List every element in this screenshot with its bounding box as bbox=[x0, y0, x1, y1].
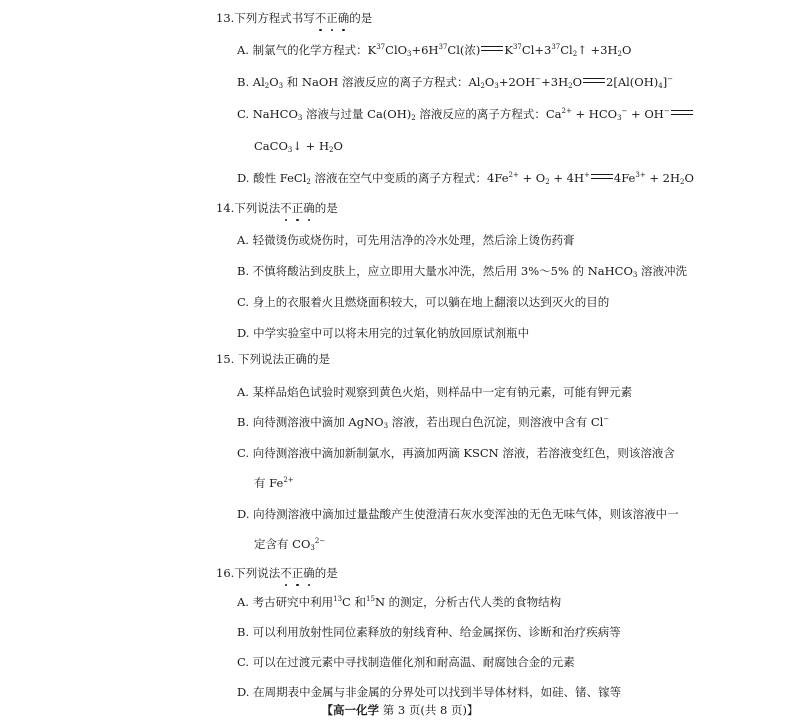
equal-arrow bbox=[583, 78, 605, 83]
emphasis-char: 正 bbox=[291, 566, 304, 580]
question-15-option-b: B. 向待测溶液中滴加 AgNO$_3$ 溶液，若出现白色沉淀，则溶液中含有 Cl− bbox=[237, 415, 610, 430]
equal-arrow bbox=[671, 110, 693, 115]
question-16-option-a: A. 考古研究中利用$^{13}$C 和$^{15}$N 的测定，分析古代人类的食物结构 bbox=[237, 595, 562, 609]
question-13-option-d: D. 酸性 FeCl$_2$ 溶液在空气中变质的离子方程式：$4Fe^{2+} + O_2 + 4H^+$ $4Fe^{3+} + 2H_2O$ bbox=[237, 171, 694, 186]
footer-subject: 【高一化学 bbox=[321, 703, 380, 717]
question-15-stem: 15. 下列说法正确的是 bbox=[216, 352, 330, 366]
emphasis-char: 不 bbox=[280, 201, 292, 215]
emphasis-char: 确 bbox=[303, 201, 315, 215]
question-13-option-c-cont: CaCO$_3$↓ + $H_2O$ bbox=[254, 139, 343, 154]
question-15-option-d: D. 向待测溶液中滴加过量盐酸产生使澄清石灰水变浑浊的无色无味气体，则该溶液中一 bbox=[237, 507, 679, 521]
question-14-option-c: C. 身上的衣服着火且燃烧面积较大，可以躺在地上翻滚以达到灭火的目的 bbox=[237, 295, 610, 309]
emphasis-char: 确 bbox=[337, 11, 350, 25]
emphasis-char: 不 bbox=[314, 11, 327, 25]
emphasis-char: 正 bbox=[291, 201, 304, 215]
question-14-option-b: B. 不慎将酸沾到皮肤上，应立即用大量水冲洗，然后用 3%～5% 的 NaHCO$_3$ 溶液冲洗 bbox=[237, 264, 688, 279]
emphasis-char: 正 bbox=[326, 11, 338, 25]
question-15-option-a: A. 某样品焰色试验时观察到黄色火焰，则样品中一定有钠元素，可能有钾元素 bbox=[237, 385, 633, 399]
emphasis-char: 不 bbox=[280, 566, 292, 580]
question-13-option-b: B. $Al_2O_3$ 和 NaOH 溶液反应的离子方程式：$Al_2O_3+2OH^-+3H_2O$ $2[Al(OH)_4]^-$ bbox=[237, 75, 674, 90]
question-13-option-c: C. NaHCO$_3$ 溶液与过量 $Ca(OH)_2$ 溶液反应的离子方程式：$Ca^{2+} + HCO_3^- + OH^-$ bbox=[237, 106, 694, 122]
question-16-stem: 16.下列说法不正确的是 bbox=[216, 566, 338, 580]
question-13-option-a: A. 制氯气的化学方程式：$K^{37}ClO_3+6H^{37}Cl$(浓) $K^{37}Cl+3^{37}Cl_2↑ +3H_2O$ bbox=[237, 43, 632, 58]
question-15-option-c: C. 向待测溶液中滴加新制氯水，再滴加两滴 KSCN 溶液，若溶液变红色，则该溶液含 bbox=[237, 446, 675, 460]
equal-arrow bbox=[481, 46, 503, 51]
question-14-stem: 14.下列说法不正确的是 bbox=[216, 201, 338, 215]
question-13-stem: 13.下列方程式书写不正确的是 bbox=[216, 11, 373, 25]
question-16-option-c: C. 可以在过渡元素中寻找制造催化剂和耐高温、耐腐蚀合金的元素 bbox=[237, 655, 575, 669]
page-footer bbox=[0, 702, 800, 718]
question-15-option-d-cont: 定含有 $CO_3^{2-}$ bbox=[254, 537, 326, 552]
question-16-option-d: D. 在周期表中金属与非金属的分界处可以找到半导体材料，如硅、锗、镓等 bbox=[237, 685, 622, 699]
question-14-option-d: D. 中学实验室中可以将未用完的过氧化钠放回原试剂瓶中 bbox=[237, 326, 530, 340]
equal-arrow bbox=[591, 174, 613, 179]
emphasis-char: 确 bbox=[303, 566, 315, 580]
question-16-option-b: B. 可以利用放射性同位素释放的射线育种、给金属探伤、诊断和治疗疾病等 bbox=[237, 625, 621, 639]
question-14-option-a: A. 轻微烫伤或烧伤时，可先用洁净的冷水处理，然后涂上烫伤药膏 bbox=[237, 233, 575, 247]
question-15-option-c-cont: 有 $Fe^{2+}$ bbox=[254, 476, 294, 490]
footer-page-number: 第 3 页(共 8 页)】 bbox=[382, 703, 479, 717]
